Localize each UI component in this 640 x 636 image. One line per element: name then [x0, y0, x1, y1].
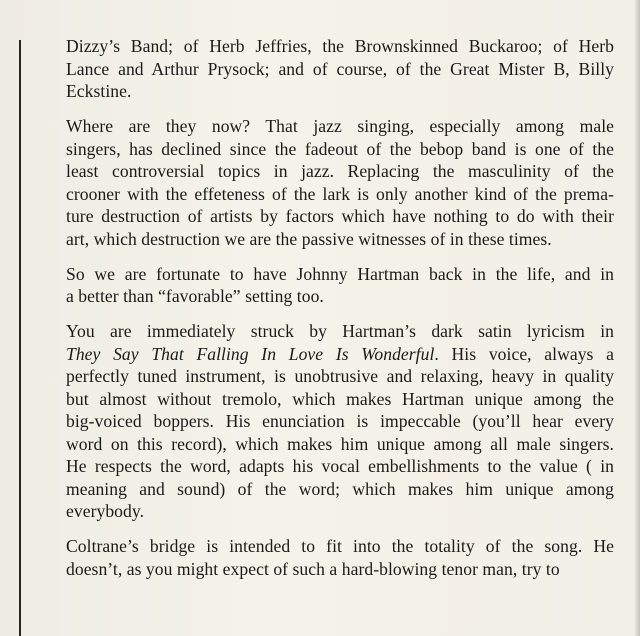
body-text [66, 35, 614, 593]
song-title: They Say That Falling In Love Is Wonderful [66, 343, 435, 364]
text-line: big-voiced boppers. His enunciation is impeccable (you’ll hear every [66, 411, 614, 431]
text-line: He respects the word, adapts his vocal embellishments to the value ( in [66, 456, 614, 476]
page-margin-rule [19, 40, 21, 636]
text-line-with-title [66, 344, 614, 364]
text-line: ture destruction of artists by factors which have nothing to do with their [66, 206, 614, 226]
paragraph-1 [66, 35, 614, 103]
text-line: art, which destruction we are the passive witnesses of in these times. [66, 228, 552, 249]
text-line: least controversial topics in jazz. Replacing the masculinity of the [66, 161, 614, 181]
text-line: doesn’t, as you might expect of such a hard-blowing tenor man, try to [66, 558, 560, 579]
text-line: Lance and Arthur Prysock; and of course, of the Great Mister B, Billy [66, 58, 614, 79]
paragraph-3 [66, 263, 614, 308]
page-edge-shadow [634, 0, 640, 636]
text-line-rest: . His voice, always a [434, 343, 614, 364]
text-line: singers, has declined since the fadeout of the bebop band is one of the [66, 138, 614, 159]
text-line: Eckstine. [66, 81, 132, 101]
text-line: meaning and sound) of the word; which makes him unique among [66, 478, 614, 499]
text-line: Coltrane’s bridge is intended to fit into the totality of the song. He [66, 536, 614, 556]
text-line: word on this record), which makes him unique among all male singers. [66, 433, 614, 454]
text-line: crooner with the effeteness of the lark is only another kind of the prema- [66, 183, 614, 204]
text-line: a better than “favorable” setting too. [66, 286, 324, 306]
paragraph-2 [66, 115, 614, 250]
text-line: Where are they now? That jazz singing, especially among male [66, 116, 614, 136]
paragraph-4 [66, 320, 614, 523]
paragraph-5 [66, 535, 614, 580]
text-line: everybody. [66, 501, 145, 521]
text-line: Dizzy’s Band; of Herb Jeffries, the Brownskinned Buckaroo; of Herb [66, 36, 614, 56]
text-line: You are immediately struck by Hartman’s dark satin lyricism in [66, 321, 614, 341]
text-line: So we are fortunate to have Johnny Hartman back in the life, and in [66, 263, 614, 284]
text-line: perfectly tuned instrument, is unobtrusive and relaxing, heavy in quality [66, 366, 614, 386]
text-line: but almost without tremolo, which makes Hartman unique among the [66, 388, 614, 409]
